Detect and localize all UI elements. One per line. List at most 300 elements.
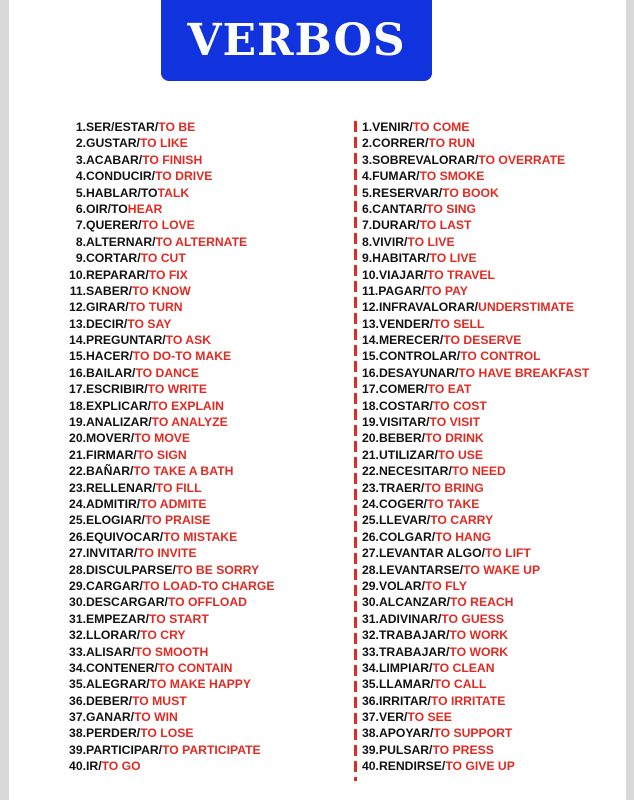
verb-number: 38. [69,726,86,741]
verb-item [40,709,340,725]
verb-number: 21. [69,447,86,462]
verb-number: 16. [69,365,86,380]
spanish-verb: CONTROLAR/ [378,349,461,364]
verb-item [40,496,340,512]
spanish-verb: VISITAR/ [378,415,430,430]
english-translation: TO WIN [134,710,178,725]
spanish-verb: COMER/ [378,382,428,397]
spanish-verb: TRABAJAR/ [378,628,450,643]
verb-item [362,267,630,283]
english-translation: TO MAKE HAPPY [149,677,252,692]
verb-item [40,758,340,774]
verb-number: 24. [362,496,379,511]
english-translation: TO CLEAN [432,660,495,675]
verb-item [362,644,630,660]
verb-item [362,283,630,299]
spanish-verb: PAGAR/ [378,283,425,298]
english-translation: TO FLY [425,578,467,593]
verb-number: 29. [362,578,379,593]
verb-number: 27. [362,546,379,561]
spanish-verb: ALCANZAR/ [378,595,451,610]
english-translation: TO OVERRATE [478,152,566,167]
english-translation: TO CONTROL [460,349,541,364]
verb-number: 18. [362,398,379,413]
verb-item [362,332,630,348]
english-translation: TO CARRY [430,513,494,528]
spanish-verb: IRRITAR/ [378,693,431,708]
spanish-verb: COLGAR/ [378,529,436,544]
verb-number: 13. [69,316,86,331]
verb-item [362,578,630,594]
verb-item [40,545,340,561]
english-translation: TO HANG [435,529,492,544]
verb-item [40,676,340,692]
verb-item [40,283,340,299]
spanish-verb: NECESITAR/ [378,464,452,479]
verb-item [362,758,630,774]
verb-number: 19. [362,415,379,430]
verb-item [40,234,340,250]
verb-number: 10. [69,267,86,282]
spanish-verb: EXPLICAR/ [86,398,152,413]
verb-number: 12. [362,300,379,315]
verb-item [40,299,340,315]
spanish-verb: OIR/TO [86,201,128,216]
verb-number: 23. [362,480,379,495]
verb-number: 28. [69,562,86,577]
english-translation: TO REACH [450,595,514,610]
spanish-verb: INVITAR/ [86,546,138,561]
english-translation: TO KNOW [132,283,191,298]
verb-number: 38. [362,726,379,741]
english-translation: TO SMOKE [419,169,485,184]
verb-item [40,119,340,135]
spanish-verb: INFRAVALORAR/ [378,300,479,315]
verb-item [362,529,630,545]
verb-number: 26. [362,529,379,544]
english-translation: TO BE SORRY [175,562,260,577]
spanish-verb: MERECER/ [378,333,444,348]
spanish-verb: SABER/ [86,283,133,298]
verb-item [40,348,340,364]
spanish-verb: MOVER/ [86,431,135,446]
verb-item [40,217,340,233]
spanish-verb: ESCRIBIR/ [86,382,148,397]
english-translation: TO FINISH [142,152,203,167]
verb-item [40,627,340,643]
spanish-verb: ELOGIAR/ [86,513,145,528]
verb-item [362,627,630,643]
english-translation: TO TAKE A BATH [133,464,234,479]
verb-number: 4. [75,169,86,184]
verb-number: 25. [362,513,379,528]
verb-item [362,234,630,250]
spanish-verb: LLEVAR/ [378,513,431,528]
english-translation: TO ANALYZE [151,415,228,430]
spanish-verb: SER/ESTAR/ [86,120,159,134]
verb-number: 1. [75,120,86,134]
verb-number: 6. [75,201,86,216]
verb-number: 35. [362,677,379,692]
english-translation: TO CUT [140,251,186,266]
verb-item [362,299,630,315]
verb-number: 37. [362,710,379,725]
title-banner [161,0,432,81]
spanish-verb: EQUIVOCAR/ [86,529,164,544]
english-translation: TO TRAVEL [427,267,495,282]
english-translation: TO EAT [427,382,472,397]
verb-number: 23. [69,480,86,495]
english-translation: TO OFFLOAD [167,595,247,610]
verb-number: 7. [362,218,373,233]
spanish-verb: CONTENER/ [86,660,158,675]
verb-item [362,250,630,266]
verb-item [40,430,340,446]
verb-item [40,414,340,430]
spanish-verb: ACABAR/ [86,152,143,167]
verb-number: 11. [362,283,379,298]
verb-number: 12. [69,300,86,315]
verb-number: 36. [362,693,379,708]
verb-item [40,742,340,758]
english-translation: TO MISTAKE [163,529,238,544]
english-translation: TO WORK [449,628,509,643]
english-translation: TO BRING [424,480,484,495]
verb-number: 3. [75,152,86,167]
spanish-verb: ADIVINAR/ [378,611,442,626]
spanish-verb: TRABAJAR/ [378,644,450,659]
english-translation: TO VISIT [429,415,481,430]
spanish-verb: ADMITIR/ [86,496,141,511]
spanish-verb: PERDER/ [86,726,141,741]
verb-number: 9. [75,251,86,266]
spanish-verb: LLAMAR/ [378,677,434,692]
spanish-verb: ALEGRAR/ [86,677,150,692]
verb-number: 31. [69,611,86,626]
verb-number: 20. [69,431,86,446]
spanish-verb: PARTICIPAR/ [86,742,163,757]
verb-number: 5. [362,185,373,200]
english-translation: TO DO-TO MAKE [132,349,232,364]
english-translation: TO FILL [155,480,202,495]
spanish-verb: BAILAR/ [86,365,136,380]
english-translation: TO ADMITE [140,496,207,511]
verb-number: 15. [362,349,379,364]
verb-item [40,332,340,348]
spanish-verb: LIMPIAR/ [378,660,433,675]
english-translation: TO PRAISE [144,513,211,528]
verb-item [362,562,630,578]
english-translation: TO LIFT [485,546,531,561]
verb-number: 4. [362,169,373,184]
spanish-verb: GANAR/ [86,710,135,725]
spanish-verb: APOYAR/ [378,726,434,741]
verb-item [362,709,630,725]
spanish-verb: DURAR/ [372,218,420,233]
english-translation: TO GIVE UP [445,759,515,774]
verb-item [40,201,340,217]
verb-item [40,152,340,168]
english-translation: TO TAKE [427,496,480,511]
english-translation: UNDERSTIMATE [478,300,574,315]
verb-number: 40. [69,759,86,774]
english-translation: TO PRESS [432,742,494,757]
verb-item [40,529,340,545]
verb-item [40,381,340,397]
spanish-verb: DISCULPARSE/ [86,562,176,577]
verb-item [362,135,630,151]
verb-list-left [40,119,340,775]
verb-item [362,611,630,627]
verb-number: 27. [69,546,86,561]
english-translation: TO GUESS [441,611,505,626]
spanish-verb: ANALIZAR/ [86,415,152,430]
english-translation: TO MOVE [134,431,191,446]
english-translation: TO TURN [128,300,183,315]
spanish-verb: RESERVAR/ [372,185,443,200]
english-translation: TO CRY [140,628,186,643]
verb-item [40,578,340,594]
english-translation: TO FIX [148,267,188,282]
english-translation: TO LOAD-TO CHARGE [142,578,275,593]
english-translation: TO ALTERNATE [155,234,248,249]
english-translation: TO START [148,611,209,626]
english-translation: TO HAVE BREAKFAST [458,365,590,380]
spanish-verb: DESCARGAR/ [86,595,168,610]
spanish-verb: LLORAR/ [86,628,141,643]
english-translation: TO SUPPORT [433,726,513,741]
verb-item [362,316,630,332]
verb-number: 17. [362,382,379,397]
english-translation: TO IRRITATE [430,693,506,708]
verb-item [40,168,340,184]
verb-number: 10. [362,267,379,282]
verb-number: 16. [362,365,379,380]
verb-item [362,185,630,201]
verb-item [362,201,630,217]
verb-number: 24. [69,496,86,511]
english-translation: TO WRITE [147,382,207,397]
verb-item [40,316,340,332]
spanish-verb: PULSAR/ [378,742,433,757]
english-translation: TALK [157,185,190,200]
verb-item [362,168,630,184]
verb-number: 34. [69,660,86,675]
english-translation: TO EXPLAIN [151,398,224,413]
verb-number: 14. [69,333,86,348]
verb-item [40,594,340,610]
verb-item [40,135,340,151]
spanish-verb: VOLAR/ [378,578,425,593]
english-translation: TO SMOOTH [134,644,209,659]
spanish-verb: VENIR/ [372,120,413,134]
spanish-verb: COGER/ [378,496,428,511]
verb-number: 39. [362,742,379,757]
verb-item [362,496,630,512]
spanish-verb: VER/ [378,710,408,725]
verb-number: 40. [362,759,379,774]
verb-number: 32. [69,628,86,643]
verb-number: 36. [69,693,86,708]
verb-number: 22. [362,464,379,479]
verb-number: 6. [362,201,373,216]
verb-number: 35. [69,677,86,692]
verb-item [40,644,340,660]
english-translation: TO SIGN [136,447,187,462]
spanish-verb: HABLAR/TO [86,185,158,200]
verb-item [362,742,630,758]
verb-item [362,365,630,381]
english-translation: TO CONTAIN [157,660,233,675]
english-translation: TO ASK [165,333,212,348]
english-translation: TO COST [432,398,487,413]
spanish-verb: HACER/ [86,349,133,364]
verb-item [40,267,340,283]
spanish-verb: RENDIRSE/ [378,759,446,774]
spanish-verb: VIVIR/ [372,234,408,249]
verb-number: 15. [69,349,86,364]
verb-number: 28. [362,562,379,577]
verb-item [40,365,340,381]
spanish-verb: DECIR/ [86,316,128,331]
verb-item [362,725,630,741]
verb-number: 3. [362,152,373,167]
spanish-verb: TRAER/ [378,480,425,495]
verb-item [362,660,630,676]
spanish-verb: LEVANTARSE/ [378,562,464,577]
english-translation: TO NEED [451,464,506,479]
spanish-verb: CANTAR/ [372,201,427,216]
english-translation: TO BOOK [442,185,499,200]
english-translation: TO INVITE [137,546,197,561]
verb-item [362,430,630,446]
verb-number: 33. [362,644,379,659]
spanish-verb: CONDUCIR/ [86,169,156,184]
english-translation: TO USE [437,447,484,462]
verb-number: 8. [75,234,86,249]
verb-number: 9. [362,251,373,266]
verb-item [362,119,630,135]
verb-number: 21. [362,447,379,462]
verb-number: 11. [69,283,86,298]
verb-number: 32. [362,628,379,643]
english-translation: TO RUN [428,136,475,151]
english-translation: TO GO [101,759,141,774]
spanish-verb: COSTAR/ [378,398,433,413]
verb-number: 20. [362,431,379,446]
english-translation: TO LOSE [140,726,194,741]
verb-item [362,594,630,610]
verb-number: 30. [362,595,379,610]
verb-item [362,480,630,496]
verb-number: 26. [69,529,86,544]
column-divider [354,121,357,781]
english-translation: TO PARTICIPATE [162,742,261,757]
english-translation: TO PAY [424,283,468,298]
verb-number: 7. [75,218,86,233]
verb-item [362,693,630,709]
verb-number: 29. [69,578,86,593]
spanish-verb: SOBREVALORAR/ [372,152,479,167]
english-translation: TO LIVE [407,234,455,249]
english-translation: TO LIVE [429,251,477,266]
spanish-verb: HABITAR/ [372,251,430,266]
verb-item [40,185,340,201]
verb-item [362,512,630,528]
english-translation: TO WORK [449,644,509,659]
english-translation: TO MUST [132,693,187,708]
verb-number: 33. [69,644,86,659]
english-translation: TO LOVE [141,218,195,233]
spanish-verb: FIRMAR/ [86,447,137,462]
spanish-verb: QUERER/ [86,218,142,233]
verb-number: 2. [75,136,86,151]
english-translation: TO SEE [407,710,452,725]
verb-item [362,676,630,692]
spanish-verb: UTILIZAR/ [378,447,438,462]
spanish-verb: CORTAR/ [86,251,141,266]
english-translation: TO SELL [433,316,485,331]
verb-item [362,217,630,233]
verb-item [362,398,630,414]
verb-item [40,463,340,479]
verb-item [362,447,630,463]
verb-item [40,480,340,496]
verb-number: 18. [69,398,86,413]
verb-number: 1. [362,120,373,134]
verb-item [40,250,340,266]
english-translation: TO BE [158,120,196,134]
spanish-verb: RELLENAR/ [86,480,156,495]
spanish-verb: BAÑAR/ [86,464,134,479]
spanish-verb: IR/ [86,759,102,774]
verb-item [362,152,630,168]
english-translation: TO CALL [433,677,487,692]
verb-item [362,545,630,561]
verb-number: 8. [362,234,373,249]
verb-number: 22. [69,464,86,479]
spanish-verb: LEVANTAR ALGO/ [378,546,486,561]
verb-number: 5. [75,185,86,200]
english-translation: TO DRIVE [155,169,213,184]
spanish-verb: ALTERNAR/ [86,234,156,249]
verb-number: 13. [362,316,379,331]
verb-number: 34. [362,660,379,675]
verb-item [40,660,340,676]
verb-number: 37. [69,710,86,725]
verb-number: 2. [362,136,373,151]
spanish-verb: FUMAR/ [372,169,420,184]
spanish-verb: REPARAR/ [86,267,149,282]
english-translation: TO SING [426,201,476,216]
verb-number: 39. [69,742,86,757]
verb-item [40,447,340,463]
spanish-verb: CORRER/ [372,136,429,151]
verb-item [40,512,340,528]
english-translation: TO DRINK [425,431,484,446]
spanish-verb: EMPEZAR/ [86,611,149,626]
english-translation: TO COME [412,120,470,134]
verb-list-right [362,119,630,775]
english-translation: TO DESERVE [443,333,522,348]
verb-number: 19. [69,415,86,430]
spanish-verb: GUSTAR/ [86,136,140,151]
verb-item [40,562,340,578]
spanish-verb: GIRAR/ [86,300,129,315]
spanish-verb: BEBER/ [378,431,426,446]
spanish-verb: DEBER/ [86,693,133,708]
verb-item [40,398,340,414]
